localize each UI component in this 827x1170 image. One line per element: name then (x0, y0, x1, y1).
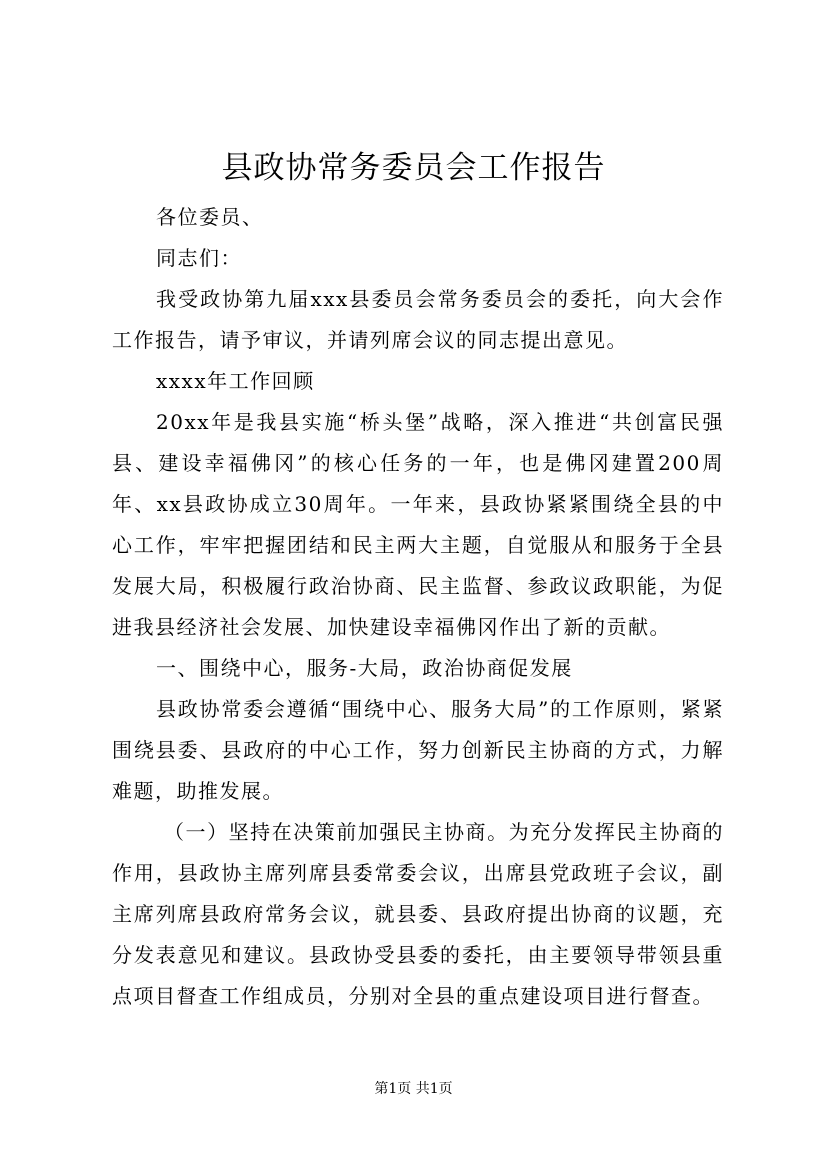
opening-paragraph: 我受政协第九届xxx县委员会常务委员会的委托，向大会作工作报告，请予审议，并请列席会议的同志提出意见。 (112, 287, 724, 352)
page-number-footer: 第1页 共1页 (374, 1081, 453, 1097)
section-one-paragraph: 县政协常委会遵循“围绕中心、服务大局”的工作原则，紧紧围绕县委、县政府的中心工作，努力创新民主协商的方式，力解难题，助推发展。 (112, 697, 724, 803)
document-body (112, 197, 724, 1017)
section-heading-one: 一、围绕中心，服务-大局，政治协商促发展 (156, 656, 573, 680)
salutation-line-2: 同志们： (156, 246, 242, 270)
section-heading-review: xxxx年工作回顾 (156, 369, 315, 393)
document-title: 县政协常务委员会工作报告 (221, 150, 606, 186)
subsection-one-paragraph: （一）坚持在决策前加强民主协商。为充分发挥民主协商的作用，县政协主席列席县委常委会议，出席县党政班子会议，副主席列席县政府常务会议，就县委、县政府提出协商的议题，充分发表意见和建议。县政协受县委的委托，由主要领导带领县重点项目督查工作组成员，分别对全县的重点建设项目进行督查。 (112, 820, 724, 1008)
salutation-line-1: 各位委员、 (156, 205, 264, 229)
review-paragraph: 20xx年是我县实施“桥头堡”战略，深入推进“共创富民强县、建设幸福佛冈”的核心任务的一年，也是佛冈建置200周年、xx县政协成立30周年。一年来，县政协紧紧围绕全县的中心工作，牢牢把握团结和民主两大主题，自觉服从和服务于全县发展大局，积极履行政治协商、民主监督、参政议政职能，为促进我县经济社会发展、加快建设幸福佛冈作出了新的贡献。 (112, 410, 724, 639)
